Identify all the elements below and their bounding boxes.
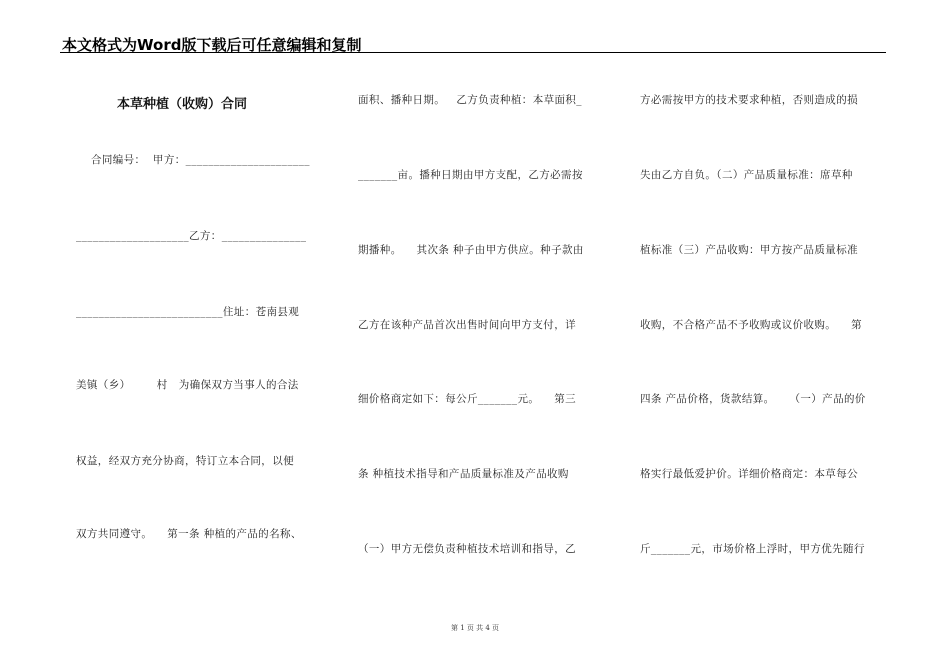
- text-line: ____________________乙方：_______________: [76, 230, 307, 242]
- text-line: 条 种植技术指导和产品质量标准及产品收购: [358, 468, 569, 480]
- text-line: 收购，不合格产品不予收购或议价收购。 第: [640, 319, 863, 331]
- text-line: 合同编号： 甲方：______________________: [76, 154, 310, 166]
- document-header-note: 本文格式为Word版下载后可任意编辑和复制: [62, 36, 362, 54]
- text-line: 斤_______元，市场价格上浮时，甲方优先随行: [640, 543, 865, 555]
- text-line: 格实行最低爱护价。详细价格商定：本草每公: [640, 468, 858, 480]
- document-title: 本草种植（收购）合同: [117, 97, 248, 112]
- text-line: 失由乙方自负。（二）产品质量标准：席草种: [640, 169, 853, 181]
- text-line: 乙方在该种产品首次出售时间向甲方支付，详: [358, 319, 576, 331]
- text-column-3: [640, 0, 885, 672]
- text-line: 植标准（三）产品收购：甲方按产品质量标准: [640, 244, 858, 256]
- text-line: __________________________住址：苍南县观: [76, 306, 300, 318]
- text-line: 四条 产品价格，货款结算。 （一）产品的价: [640, 393, 866, 405]
- page-number: 第 1 页 共 4 页: [450, 624, 500, 632]
- text-line: 美镇（乡） 村 为确保双方当事人的合法: [76, 379, 299, 391]
- text-line: 期播种。 其次条 种子由甲方供应。种子款由: [358, 244, 584, 256]
- text-line: （一）甲方无偿负责种植技术培训和指导，乙: [358, 543, 576, 555]
- text-line: 面积、播种日期。 乙方负责种植：本草面积_: [358, 94, 582, 106]
- text-line: 权益，经双方充分协商，特订立本合同，以便: [76, 455, 294, 467]
- text-line: 方必需按甲方的技术要求种植，否则造成的损: [640, 94, 858, 106]
- text-column-2: [358, 0, 608, 672]
- text-line: _______亩。播种日期由甲方支配，乙方必需按: [358, 169, 583, 181]
- text-column-1: [76, 0, 326, 672]
- text-line: 细价格商定如下：每公斤_______元。 第三: [358, 393, 576, 405]
- text-line: 双方共同遵守。 第一条 种植的产品的名称、: [76, 528, 302, 540]
